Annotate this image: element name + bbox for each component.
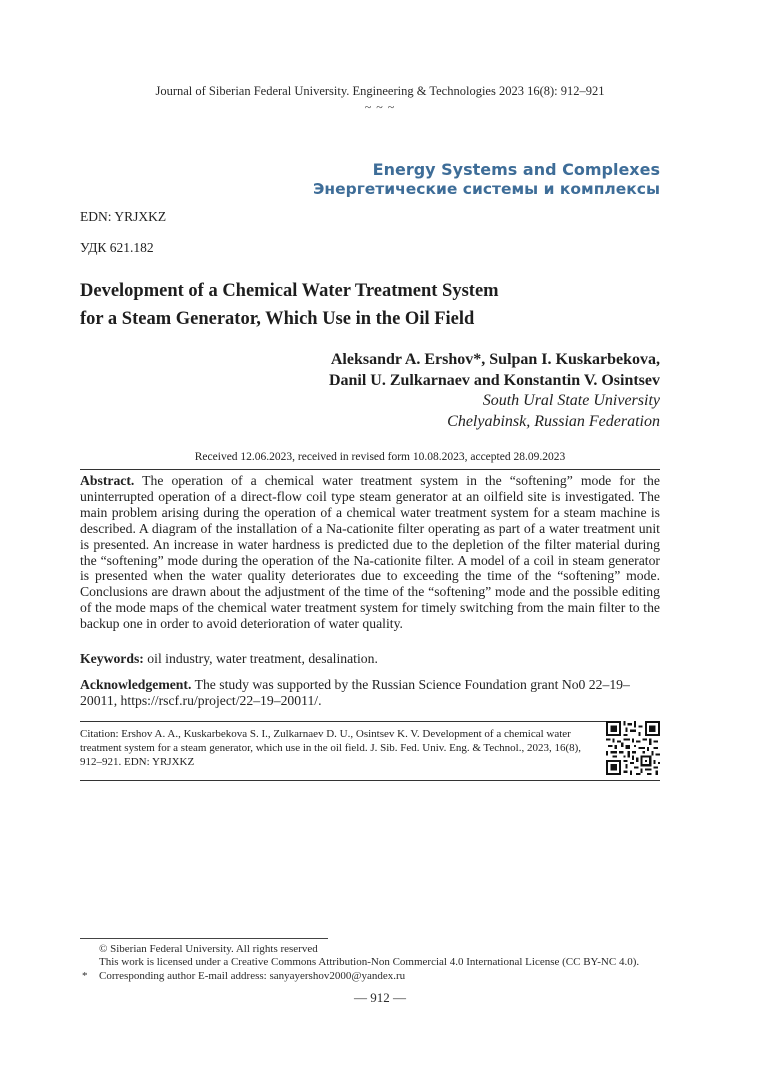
affiliation bbox=[447, 390, 660, 432]
section-title-en: Energy Systems and Complexes bbox=[372, 160, 660, 179]
citation: Citation: Ershov A. A., Kuskarbekova S. I., Zulkarnaev D. U., Osintsev K. V. Development of a chemical water treatment system for a steam generator, which use in the oil field. J. Sib. Fed. Univ. Eng. & Technol., 2023, 16(8), 912–921. EDN: YRJXKZ bbox=[80, 728, 582, 768]
received-dates: Received 12.06.2023, received in revised form 10.08.2023, accepted 28.09.2023 bbox=[194, 451, 566, 463]
affiliation-city: Chelyabinsk, Russian Federation bbox=[447, 413, 660, 430]
authors-line-2: Danil U. Zulkarnaev and Konstantin V. Osintsev bbox=[328, 372, 660, 389]
footnote-copyright: © Siberian Federal University. All rights reserved bbox=[99, 943, 318, 955]
footnote-license: This work is licensed under a Creative Commons Attribution-Non Commercial 4.0 International License (CC BY-NC 4.0). bbox=[99, 956, 640, 968]
abstract-text: The operation of a chemical water treatment system in the “softening” mode for the uninterrupted operation of a direct-flow coil type steam generator at an oilfield site is investigated. The main problem arising during the operation of a chemical water treatment system for a steam machine is described. A diagram of the installation of a Na-cationite filter operating as part of a water treatment unit is presented. An increase in water hardness is predicted due to the depletion of the filter material during the “softening” mode during the operation of the Na-cationite filter. A model of a coil in steam generator is presented when the water quality deteriorates due to exceeding the time of the “softening” mode. Conclusions are drawn about the adjustment of the time of the “softening” mode and the possible editing of the mode maps of the chemical water treatment system for timely switching from the main filter to the backup one in order to avoid deterioration of water quality. bbox=[80, 473, 660, 632]
footnote-star: * bbox=[82, 970, 88, 982]
affiliation-university: South Ural State University bbox=[482, 392, 660, 409]
keywords bbox=[80, 651, 660, 667]
keywords-label: Keywords: bbox=[80, 651, 144, 666]
journal-header: Journal of Siberian Federal University. Engineering & Technologies 2023 16(8): 912–921 bbox=[155, 84, 605, 98]
section-title-ru: Энергетические системы и комплексы bbox=[313, 180, 660, 198]
qr-code-icon bbox=[606, 721, 660, 775]
article-title-line-2: for a Steam Generator, Which Use in the Oil Field bbox=[80, 309, 475, 329]
footnote-rule bbox=[80, 938, 328, 939]
article-title bbox=[80, 277, 680, 333]
citation-top-rule bbox=[80, 721, 660, 722]
authors bbox=[329, 349, 660, 391]
udk-code: УДК 621.182 bbox=[80, 240, 154, 255]
page-number: — 912 — bbox=[354, 990, 406, 1005]
citation-bottom-rule bbox=[80, 780, 660, 781]
acknowledgement bbox=[80, 677, 660, 710]
acknowledgement-label: Acknowledgement. bbox=[80, 677, 192, 692]
footnote-corresponding: Corresponding author E-mail address: sanyayershov2000@yandex.ru bbox=[99, 970, 406, 982]
edn-code: EDN: YRJXKZ bbox=[80, 209, 167, 224]
abstract-top-rule bbox=[80, 469, 660, 470]
article-title-line-1: Development of a Chemical Water Treatment System bbox=[80, 281, 499, 301]
abstract-label: Abstract. bbox=[80, 473, 135, 488]
keywords-text: oil industry, water treatment, desalination. bbox=[147, 651, 378, 666]
abstract bbox=[80, 473, 660, 632]
header-separator: ~ ~ ~ bbox=[364, 100, 396, 114]
acknowledgement-text: The study was supported by the Russian Science Foundation grant No0 22–19–20011, https://rscf.ru/project/22–19–20011/. bbox=[80, 677, 630, 709]
authors-line-1: Aleksandr A. Ershov*, Sulpan I. Kuskarbekova, bbox=[330, 351, 660, 368]
